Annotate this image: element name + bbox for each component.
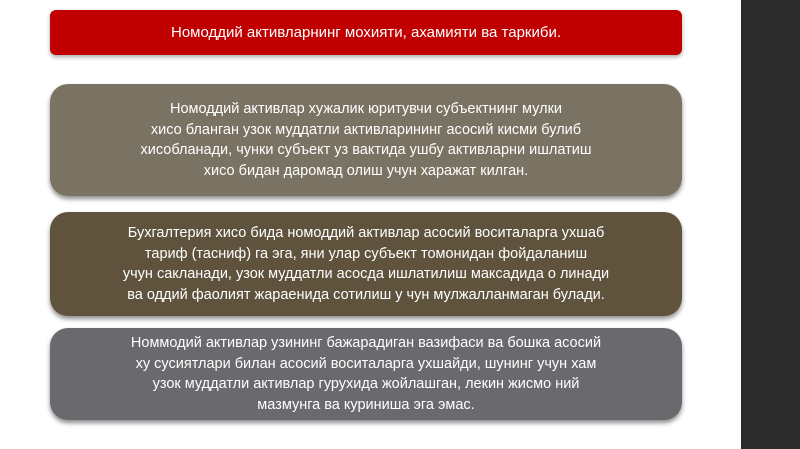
content-block-3 [50,328,682,420]
text-line: хисо бланган узок муддатли активларининг асосий кисми булиб [150,121,582,138]
text-line: хисо бидан даромад олиш учун харажат килган. [203,162,529,179]
text-line: ху сусиятлари билан асосий воситаларга ухшайди, шунинг учун хам [135,355,597,372]
text-line: узок муддатли активлар гурухида жойлашган, лекин жисмо ний [152,376,580,392]
content-block-2-text [123,223,609,305]
content-block-1 [50,84,682,196]
text-line: Бухгалтерия хисо бида номоддий активлар асосий воситаларга ухшаб [127,225,605,241]
slide-title-banner [50,10,682,55]
content-block-3-text [131,333,601,415]
text-line: хисобланади, чунки субъект уз вактида ушбу активларни ишлатиш [140,142,592,158]
text-line: Номоддий активлар хужалик юритувчи субъектнинг мулки [169,101,563,117]
content-block-2 [50,212,682,316]
text-line: тариф (тасниф) га эга, яни улар субъект томонидан фойдаланиш [144,245,588,262]
text-line: ва оддий фаолият жараенида сотилиш у чун мулжалланмаган булади. [127,286,605,303]
text-line: мазмунга ва куриниша эга эмас. [257,396,475,413]
content-block-1-text [141,99,592,181]
slide-title: Номоддий активларнинг мохияти, ахамияти ва таркиби. [171,24,561,41]
right-side-bar [741,0,800,449]
text-line: Номмодий активлар узининг бажарадиган вазифаси ва бошка асосий [130,335,602,351]
text-line: учун сакланади, узок муддатли асосда ишлатилиш максадида о линади [122,266,610,282]
